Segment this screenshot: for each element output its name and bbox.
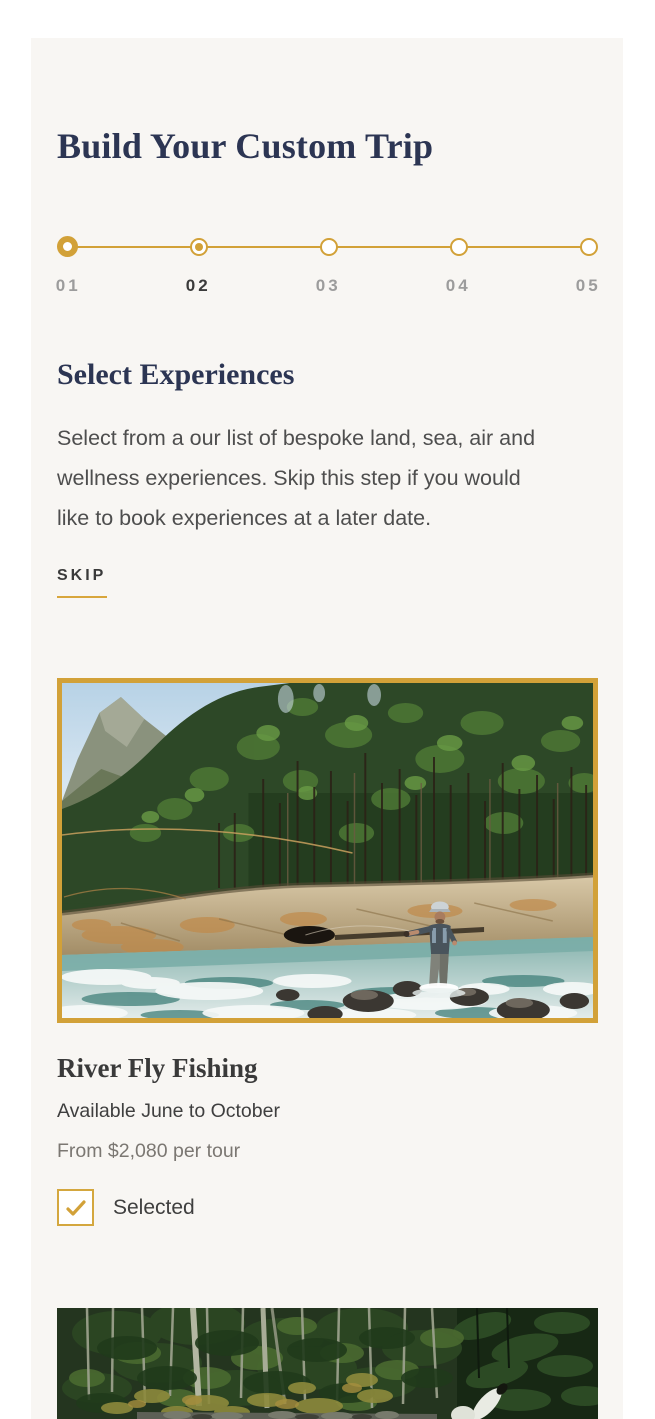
step-04-label: 04 (445, 276, 471, 295)
trip-builder-panel (31, 38, 623, 1419)
step-02-circle-icon[interactable] (190, 238, 208, 256)
section-description (57, 418, 598, 538)
description-line: Select from a our list of bespoke land, sea, air and (57, 426, 536, 450)
step-03-circle-icon[interactable] (320, 238, 338, 256)
section-heading: Select Experiences (57, 358, 295, 391)
skip-label: SKIP (57, 567, 107, 584)
experience-card-kayaking (57, 1308, 598, 1419)
step-05-circle-icon[interactable] (580, 238, 598, 256)
description-line: wellness experiences. Skip this step if you would (57, 466, 521, 490)
step-02-label: 02 (185, 276, 211, 295)
checkbox[interactable] (57, 1189, 94, 1226)
experience-availability: Available June to October (57, 1100, 280, 1122)
step-04-circle-icon[interactable] (450, 238, 468, 256)
page-title: Build Your Custom Trip (57, 126, 434, 166)
experience-title: River Fly Fishing (57, 1053, 258, 1083)
river-fly-fishing-photo[interactable] (57, 678, 598, 1023)
step-03-label: 03 (315, 276, 341, 295)
check-icon (64, 1196, 88, 1220)
progress-stepper (55, 236, 601, 296)
checkbox-label: Selected (113, 1195, 195, 1219)
experience-price: From $2,080 per tour (57, 1140, 241, 1162)
kayaking-forest-photo[interactable] (57, 1308, 598, 1419)
skip-underline (57, 596, 107, 598)
skip-link[interactable] (57, 566, 107, 598)
step-01-circle-icon[interactable] (57, 236, 78, 257)
description-line: like to book experiences at a later date. (57, 506, 432, 530)
step-01-label: 01 (55, 276, 81, 295)
step-05-label: 05 (575, 276, 601, 295)
experience-card-river-fly-fishing (57, 678, 598, 1226)
current-step-dot-icon (195, 243, 203, 251)
selected-checkbox-row[interactable] (57, 1189, 598, 1226)
